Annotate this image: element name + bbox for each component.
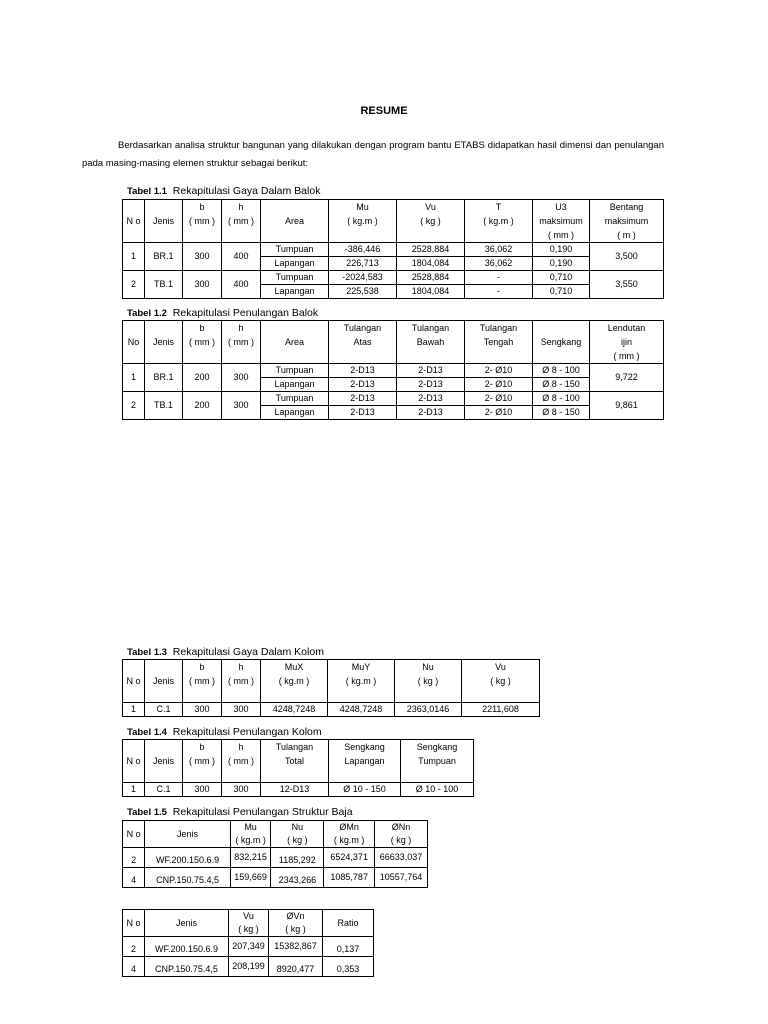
table-cell: Sengkang Tumpuan [401,740,474,783]
table-cell: 0,710 [533,285,590,299]
table-cell: 36,062 [465,257,533,271]
table-cell: CNP.150.75.4,5 [145,957,229,977]
table-cell: 36,062 [465,243,533,257]
table-cell: 2-D13 [397,378,465,392]
table-cell: 2363,0146 [395,703,462,717]
table-cell: Tulangan Atas [329,321,397,364]
col-header-jenis: Jenis [145,321,183,364]
table-cell: Sengkang Lapangan [329,740,401,783]
table-cell: 3,550 [590,271,664,299]
table-cell: b ( mm ) [183,740,222,783]
table-cell: 1 [123,364,145,392]
table-cell: TB.1 [145,271,183,299]
table-cell: 4 [123,868,145,888]
table-row [123,783,474,797]
col-header-area: Area [261,200,329,243]
table-cell: 226,713 [329,257,397,271]
table-cell: MuY ( kg.m ) [328,660,395,703]
col-header-b: b ( mm ) [183,200,222,243]
table-cell: 400 [222,271,261,299]
table-cell: 2-D13 [397,392,465,406]
table-cell: b ( mm ) [183,321,222,364]
table-cell: 12-D13 [261,783,329,797]
table-cell: 2-D13 [329,406,397,420]
table-cell: Ø 10 - 100 [401,783,474,797]
table-cell: WF.200.150.6.9 [145,848,230,868]
table-cell: 0,190 [533,257,590,271]
table-1-5 [122,820,428,888]
table-cell: h ( mm ) [222,321,261,364]
table-cell: Sengkang [533,321,590,364]
table-cell: Ø 8 - 150 [533,378,590,392]
table-cell: 300 [222,392,261,420]
table-cell: 8920,477 [269,957,323,977]
table-row [123,957,374,977]
table-cell: 832,215 [230,848,271,868]
intro-paragraph: Berdasarkan analisa struktur bangunan yang dilakukan dengan program bantu ETABS didapatkan hasil dimensi dan penulangan pada masing-masing elemen struktur sebagai berikut: [82,140,664,169]
table-cell: 2528,884 [397,243,465,257]
table-cell: 4248,7248 [261,703,328,717]
table-cell: b ( mm ) [183,660,222,703]
table-cell: C.1 [145,783,183,797]
table-cell: 2-D13 [329,392,397,406]
table-cell: 1 [123,243,145,271]
table-cell: Lapangan [261,257,329,271]
table-cell: 0,710 [533,271,590,285]
table-cell: Tulangan Tengah [465,321,533,364]
table-cell: 66633,037 [375,848,428,868]
col-header-bentang: Bentang maksimum ( m ) [590,200,664,243]
table-cell: 0,353 [323,957,374,977]
table-cell: 4 [123,957,145,977]
table-row [123,868,428,888]
table-1-1-caption: Tabel 1.1 Rekapitulasi Gaya Dalam Balok [127,185,321,197]
table-cell: 200 [183,364,222,392]
table-cell: 300 [183,783,222,797]
table-cell: 300 [183,243,222,271]
table-cell: 0,137 [323,937,374,957]
table-cell: 2 [123,848,145,868]
table-cell: TB.1 [145,392,183,420]
table-cell: Vu ( kg ) [229,910,269,937]
table-cell: ØNn ( kg ) [375,821,428,848]
table-cell: 1185,292 [271,848,324,868]
table-cell: BR.1 [145,243,183,271]
table-cell: - [465,271,533,285]
table-row [123,392,664,406]
table-row [123,271,664,285]
table-cell: Tumpuan [261,271,329,285]
table-1-2-caption: Tabel 1.2 Rekapitulasi Penulangan Balok [127,307,319,319]
table-steel-shear [122,909,374,977]
table-cell: 2- Ø10 [465,378,533,392]
table-cell: Tumpuan [261,364,329,378]
table-cell: 2343,266 [271,868,324,888]
table-cell: N o [123,821,145,848]
col-header-no: N o [123,200,145,243]
table-cell: 6524,371 [324,848,375,868]
table-cell: 208,199 [229,957,269,977]
table-1-4 [122,739,474,797]
table-cell: 2- Ø10 [465,406,533,420]
table-cell: 2 [123,271,145,299]
table-cell: WF.200.150.6.9 [145,937,229,957]
table-cell: 2 [123,392,145,420]
table-1-2 [122,320,664,420]
table-cell: 4248,7248 [328,703,395,717]
table-cell: MuX ( kg.m ) [261,660,328,703]
table-cell: ØMn ( kg.m ) [324,821,375,848]
table-row [123,364,664,378]
table-cell: Lendutan ijin ( mm ) [590,321,664,364]
table-cell: Ø 8 - 100 [533,392,590,406]
table-cell: 2-D13 [329,364,397,378]
table-cell: C.1 [145,703,183,717]
table-cell: Lapangan [261,285,329,299]
table-cell: 2 [123,937,145,957]
table-cell: Tulangan Bawah [397,321,465,364]
table-cell: 1085,787 [324,868,375,888]
table-cell: 159,669 [230,868,271,888]
table-cell: 300 [222,364,261,392]
table-cell: Tulangan Total [261,740,329,783]
table-cell: Nu ( kg ) [271,821,324,848]
table-cell: CNP.150.75.4,5 [145,868,230,888]
table-cell: Lapangan [261,406,329,420]
table-cell: Jenis [145,821,230,848]
table-cell: Jenis [145,660,183,703]
table-cell: N o [123,660,145,703]
table-cell: Ø 8 - 150 [533,406,590,420]
table-cell: 300 [183,703,222,717]
table-1-5-caption: Tabel 1.5 Rekapitulasi Penulangan Struktur Baja [127,806,353,818]
table-cell: Ratio [323,910,374,937]
table-cell: 207,349 [229,937,269,957]
table-cell: 2- Ø10 [465,364,533,378]
table-cell: 9,722 [590,364,664,392]
table-cell: 300 [222,703,261,717]
col-header-t: T ( kg.m ) [465,200,533,243]
table-cell: ØVn ( kg ) [269,910,323,937]
table-cell: BR.1 [145,364,183,392]
table-cell: Mu ( kg.m ) [230,821,271,848]
table-cell: 10557,764 [375,868,428,888]
table-cell: 200 [183,392,222,420]
col-header-u3: U3 maksimum ( mm ) [533,200,590,243]
table-cell: -386,446 [329,243,397,257]
table-cell: 9,861 [590,392,664,420]
table-row [123,703,540,717]
table-cell: Jenis [145,910,229,937]
table-row [123,937,374,957]
col-header-no: No [123,321,145,364]
table-cell: 300 [183,271,222,299]
table-cell: 1804,084 [397,257,465,271]
col-header-mu: Mu ( kg.m ) [329,200,397,243]
table-cell: Ø 10 - 150 [329,783,401,797]
table-1-4-caption: Tabel 1.4 Rekapitulasi Penulangan Kolom [127,726,322,738]
table-cell: 1 [123,783,145,797]
table-cell: h ( mm ) [222,740,261,783]
table-cell: N o [123,910,145,937]
table-row [123,848,428,868]
table-cell: 2-D13 [397,406,465,420]
table-cell: 0,190 [533,243,590,257]
table-cell: 15382,867 [269,937,323,957]
table-cell: Nu ( kg ) [395,660,462,703]
table-1-3-caption: Tabel 1.3 Rekapitulasi Gaya Dalam Kolom [127,646,324,658]
table-cell: 225,538 [329,285,397,299]
table-cell: Tumpuan [261,392,329,406]
col-header-jenis: Jenis [145,200,183,243]
table-1-1 [122,199,664,299]
table-cell: 2211,608 [462,703,540,717]
table-cell: Jenis [145,740,183,783]
table-cell: 2528,884 [397,271,465,285]
table-cell: Ø 8 - 100 [533,364,590,378]
table-cell: Lapangan [261,378,329,392]
table-cell: 1 [123,703,145,717]
table-cell: 1804,084 [397,285,465,299]
table-cell: 3,500 [590,243,664,271]
col-header-h: h ( mm ) [222,200,261,243]
table-cell: 2-D13 [397,364,465,378]
table-cell: 2-D13 [329,378,397,392]
table-cell: -2024,583 [329,271,397,285]
table-row [123,243,664,257]
page-title: RESUME [360,105,408,117]
col-header-vu: Vu ( kg ) [397,200,465,243]
table-cell: 300 [222,783,261,797]
table-1-3 [122,659,540,717]
table-cell: 2- Ø10 [465,392,533,406]
table-cell: Tumpuan [261,243,329,257]
table-cell: N o [123,740,145,783]
table-cell: Vu ( kg ) [462,660,540,703]
table-cell: h ( mm ) [222,660,261,703]
table-cell: - [465,285,533,299]
table-cell: Area [261,321,329,364]
table-cell: 400 [222,243,261,271]
